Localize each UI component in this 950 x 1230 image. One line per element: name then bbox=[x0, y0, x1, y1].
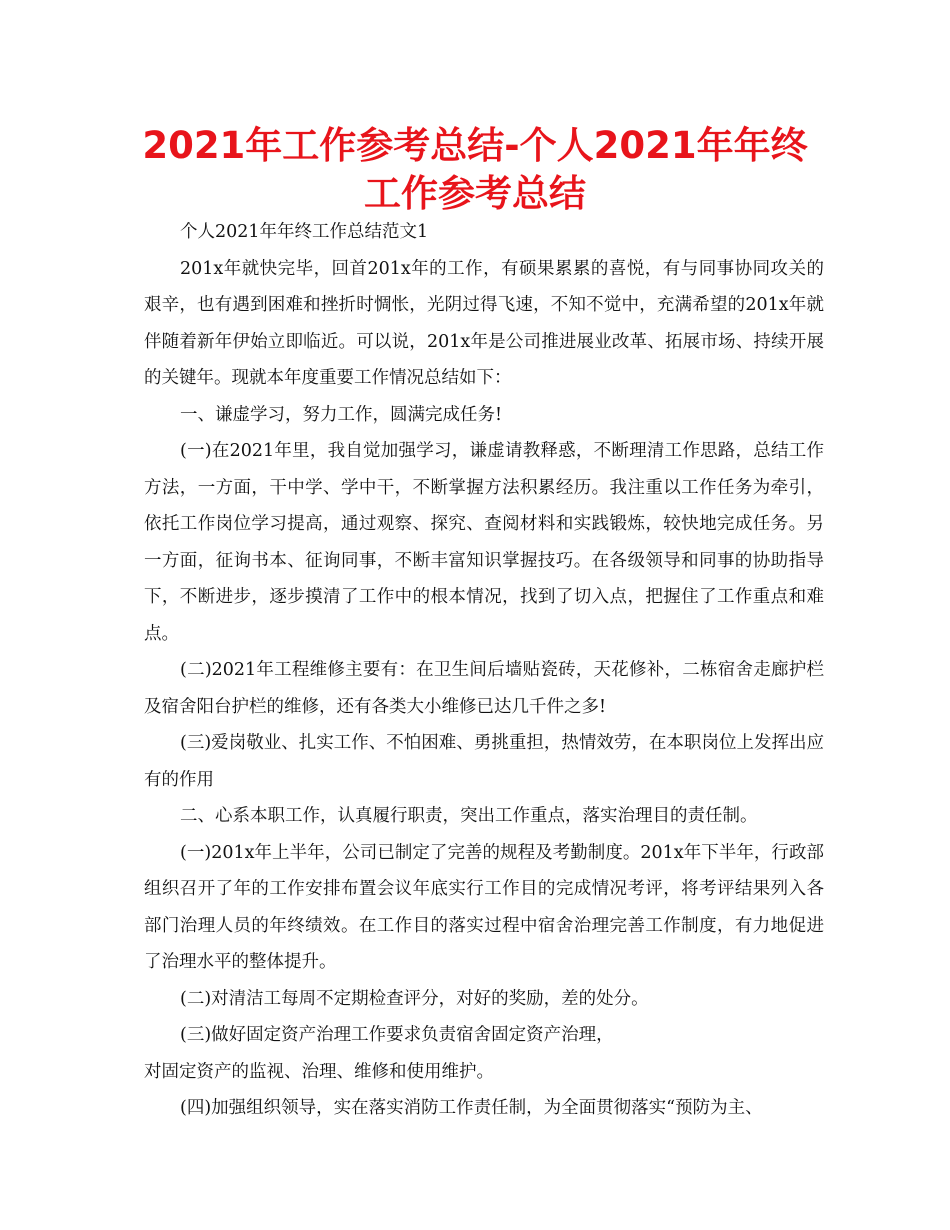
paragraph-section-1-item-3: (三)爱岗敬业、扎实工作、不怕困难、勇挑重担，热情效劳，在本职岗位上发挥出应有的作用 bbox=[144, 733, 824, 790]
paragraph-section-2-heading: 二、心系本职工作，认真履行职责，突出工作重点，落实治理目的责任制。 bbox=[180, 806, 758, 826]
document-title: 2021年工作参考总结-个人2021年年终工作参考总结 bbox=[142, 124, 808, 215]
paragraph-subtitle: 个人2021年年终工作总结范文1 bbox=[180, 222, 429, 242]
paragraph-section-1-item-1: (一)在2021年里，我自觉加强学习，谦虚请教释惑，不断理清工作思路，总结工作方法，一方面，干中学、学中干，不断掌握方法积累经历。我注重以工作任务为牵引，依托工作岗位学习提高，通过观察、探究、查阅材料和实践锻炼，较快地完成任务。另一方面，征询书本、征询同事，不断丰富知识掌握技巧。在各级领导和同事的协助指导下，不断进步，逐步摸清了工作中的根本情况，找到了切入点，把握住了工作重点和难点。 bbox=[144, 441, 824, 644]
paragraph-section-2-item-3: (三)做好固定资产治理工作要求负责宿舍固定资产治理， bbox=[180, 1025, 614, 1045]
paragraph-section-1-item-2: (二)2021年工程维修主要有：在卫生间后墙贴瓷砖，天花修补，二栋宿舍走廊护栏及宿舍阳台护栏的维修，还有各类大小维修已达几千件之多! bbox=[144, 660, 824, 717]
paragraph-section-1-heading: 一、谦虚学习，努力工作，圆满完成任务! bbox=[180, 404, 503, 425]
paragraph-intro: 201x年就快完毕，回首201x年的工作，有硕果累累的喜悦，有与同事协同攻关的艰辛，也有遇到困难和挫折时惆怅，光阴过得飞速，不知不觉中，充满希望的201x年就伴随着新年伊始立即临近。可以说，201x年是公司推进展业改革、拓展市场、持续开展的关键年。现就本年度重要工作情况总结如下： bbox=[144, 258, 824, 388]
paragraph-section-2-item-2: (二)对清洁工每周不定期检查评分，对好的奖励，差的处分。 bbox=[180, 988, 649, 1009]
document-body bbox=[144, 214, 824, 1127]
paragraph-section-2-item-4: (四)加强组织领导，实在落实消防工作责任制，为全面贯彻落实“预防为主、 bbox=[180, 1098, 763, 1118]
paragraph-section-2-item-1: (一)201x年上半年，公司已制定了完善的规程及考勤制度。201x年下半年，行政部组织召开了年的工作安排布置会议年底实行工作目的完成情况考评，将考评结果列入各部门治理人员的年终绩效。在工作目的落实过程中宿舍治理完善工作制度，有力地促进了治理水平的整体提升。 bbox=[144, 842, 824, 972]
paragraph-section-2-item-3-continued: 对固定资产的监视、治理、维修和使用维护。 bbox=[144, 1061, 494, 1082]
